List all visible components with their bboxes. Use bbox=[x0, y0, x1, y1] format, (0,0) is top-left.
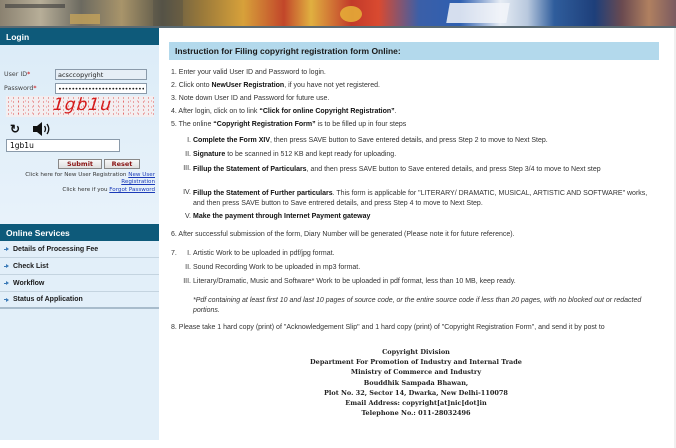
speaker-icon[interactable] bbox=[32, 121, 52, 137]
banner-decoration bbox=[70, 14, 100, 24]
online-services-list bbox=[0, 241, 159, 309]
step-2: 2. Click onto NewUser Registration, if you have not yet registered. bbox=[171, 82, 380, 89]
sub-step-number: III. bbox=[183, 278, 191, 285]
sub-step-number: IV. bbox=[183, 189, 191, 196]
login-buttons bbox=[58, 159, 140, 169]
sub-step-number: III. bbox=[183, 165, 191, 172]
sidebar bbox=[0, 28, 159, 440]
step-5-iv: Fillup the Statement of Further particulars. This form is applicable for "LITERARY/ DRAMATIC, MUSICAL, ARTISTIC AND SOFTWARE" works, and then press SAVE button to Save entrered details, and press Step 4 to move to Next Step. bbox=[193, 190, 648, 207]
refresh-icon[interactable]: ↻ bbox=[10, 122, 21, 136]
step-7-ii: Sound Recording Work to be uploaded in mp3 format. bbox=[193, 264, 361, 271]
address-line: Plot No. 32, Sector 14, Dwarka, New Delhi-110078 bbox=[324, 388, 508, 397]
step-5-v: Make the payment through Internet Payment gateway bbox=[193, 213, 371, 220]
user-id-input[interactable] bbox=[55, 69, 147, 80]
captcha-controls bbox=[10, 121, 52, 137]
step-5-ii: Signature to be scanned in 512 KB and kept ready for uploading. bbox=[193, 151, 397, 158]
arrow-right-icon bbox=[6, 298, 9, 302]
step-7-number: 7. bbox=[171, 250, 177, 257]
arrow-right-icon bbox=[6, 264, 9, 268]
sub-step-number: I. bbox=[187, 137, 191, 144]
service-processing-fee[interactable]: Details of Processing Fee bbox=[0, 241, 159, 258]
step-7-note: *Pdf containing at least first 10 and last 10 pages of source code, or the entire source code if less than 20 pages, with no blocked out or redacted portions. bbox=[193, 297, 642, 314]
service-workflow[interactable]: Workflow bbox=[0, 275, 159, 292]
sub-step-number: V. bbox=[185, 213, 191, 220]
login-form bbox=[0, 45, 159, 224]
step-5-i: Complete the Form XIV, then press SAVE button to Save entered details, and press Step 2 to move to Next Step. bbox=[193, 137, 548, 144]
online-services-title: Online Services bbox=[0, 224, 159, 241]
captcha-image bbox=[6, 96, 154, 117]
step-8: 8. Please take 1 hard copy (print) of "Acknowledgement Slip" and 1 hard copy (print) of "Copyright Registration Form", and send it by post to bbox=[171, 324, 605, 331]
banner-decoration bbox=[340, 6, 362, 22]
address-line: Ministry of Commerce and Industry bbox=[350, 368, 482, 377]
reset-button[interactable]: Reset bbox=[104, 159, 140, 169]
user-id-label: User ID* bbox=[4, 71, 31, 78]
step-5: 5. The online “Copyright Registration Form” is to be filled up in four steps bbox=[171, 121, 407, 128]
address-line: Copyright Division bbox=[382, 348, 450, 356]
arrow-right-icon bbox=[6, 247, 9, 251]
step-3: 3. Note down User ID and Password for future use. bbox=[171, 95, 330, 102]
forgot-text: Click here if you bbox=[62, 186, 110, 193]
step-4: 4. After login, click on to link “Click for online Copyright Registration”. bbox=[171, 108, 397, 115]
service-status-of-application[interactable]: Status of Application bbox=[0, 292, 159, 309]
login-panel-title: Login bbox=[0, 28, 159, 45]
forgot-password-link[interactable]: Forgot Password bbox=[109, 186, 155, 193]
step-1: 1. Enter your valid User ID and Password to login. bbox=[171, 69, 326, 76]
password-label: Password* bbox=[4, 85, 37, 92]
header-banner bbox=[0, 0, 676, 28]
captcha-text: 1gb1u bbox=[51, 95, 114, 115]
main-content bbox=[159, 28, 676, 448]
banner-decoration bbox=[5, 4, 65, 8]
page-title: Instruction for Filing copyright registration form Online: bbox=[169, 42, 659, 60]
user-id-row bbox=[4, 69, 154, 80]
address-line: Telephone No.: 011-28032496 bbox=[361, 409, 471, 418]
step-7-iii: Literary/Dramatic, Music and Software* Work to be uploaded in pdf format, less than 10 MB, keep ready. bbox=[193, 278, 516, 285]
address-line: Department For Promotion of Industry and Internal Trade bbox=[310, 358, 522, 367]
new-user-registration-link[interactable]: New User Registration bbox=[121, 172, 155, 186]
step-5-iii: Fillup the Statement of Particulars, and then press SAVE button to Save entered details, and press Step 3/4 to move to Next step bbox=[193, 166, 601, 173]
service-check-list[interactable]: Check List bbox=[0, 258, 159, 275]
password-row bbox=[4, 83, 154, 94]
password-input[interactable] bbox=[55, 83, 147, 94]
arrow-right-icon bbox=[6, 281, 9, 285]
banner-decoration bbox=[446, 3, 510, 23]
captcha-input[interactable] bbox=[6, 139, 120, 152]
address-line: Bouddhik Sampada Bhawan, bbox=[363, 378, 469, 387]
submit-button[interactable]: Submit bbox=[58, 159, 102, 169]
sub-step-number: II. bbox=[185, 151, 191, 158]
step-6: 6. After successful submission of the form, Diary Number will be generated (Please note it for future reference). bbox=[171, 231, 515, 238]
address-line: Email Address: copyright[at]nic[dot]in bbox=[345, 399, 487, 408]
new-user-text: Click here for New User Registration bbox=[25, 172, 129, 178]
banner-decoration bbox=[153, 0, 183, 26]
login-links bbox=[5, 172, 155, 194]
sub-step-number: II. bbox=[185, 264, 191, 271]
sub-step-number: I. bbox=[187, 250, 191, 257]
step-7-i: Artistic Work to be uploaded in pdf/jpg format. bbox=[193, 250, 335, 257]
mailing-address bbox=[171, 347, 661, 418]
